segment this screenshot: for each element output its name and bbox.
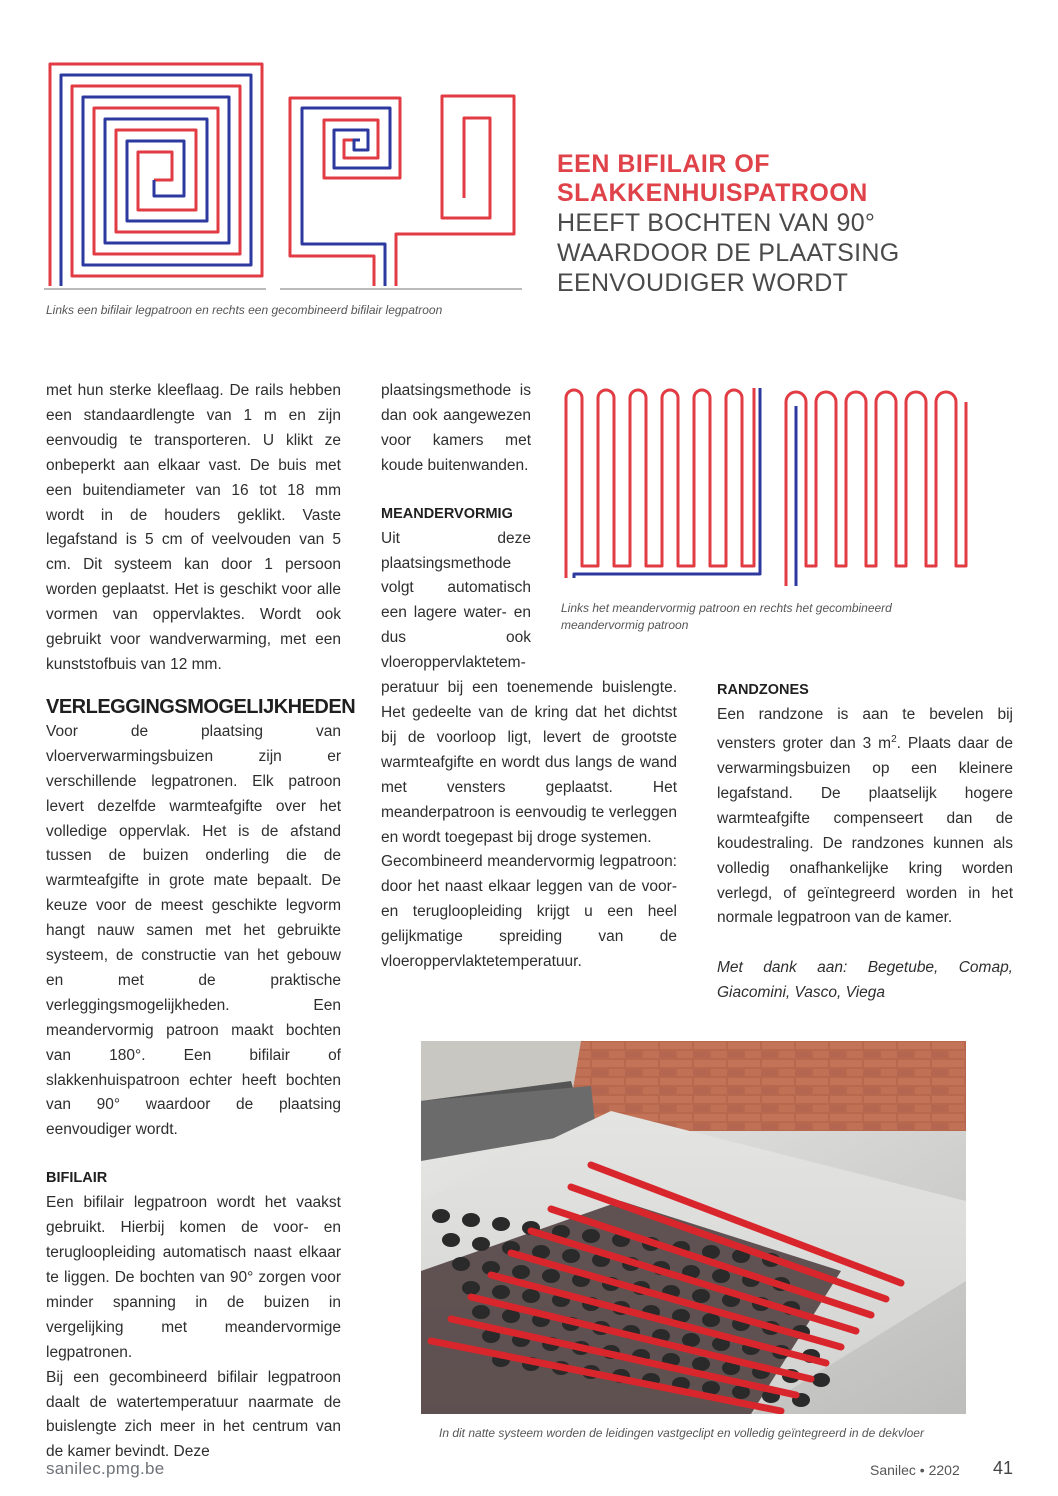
pipe-clip	[542, 1269, 560, 1283]
pull-quote-red-line-2: SLAKKENHUISPATROON	[557, 179, 868, 207]
pipe-clip	[692, 1289, 710, 1303]
column1-paragraph-1: Voor de plaatsing van vloerverwarmingsbuizen zijn er verschillende legpatronen. Elk patroon levert dezelfde warmteafgifte over het volledige oppervlak. Het is de afstand tussen de buizen onderling die de warmteafgifte in grote mate bepaalt. De keuze voor de meest geschikte legvorm hangt nauw samen met het gebruikte systeem, de constructie van het gebouw en met de praktische verleggingsmogelijkheden. Een meandervormig patroon maakt bochten van 180°. Een bifilair of slakkenhuispatroon echter heeft bochten van 90° waardoor de plaatsing eenvoudiger wordt.	[46, 722, 341, 1139]
pull-quote-gray-line-3: EENVOUDIGER WORDT	[557, 269, 849, 297]
pipe-clip	[472, 1305, 490, 1319]
column2-paragraph-1-rest: peratuur bij een toenemende buislengte. Het gedeelte van de kring dat het dichtst bij de voorloop ligt, levert de grootste warmteafgifte en wordt dus langs de wand met vensters geplaatst. Het meanderpatroon is eenvoudig te verleggen en wordt toegepast bij droge systemen.	[381, 679, 677, 846]
photo-illustration	[421, 1041, 966, 1414]
combined-meander-supply-pipe	[786, 392, 966, 586]
pipe-clip	[512, 1265, 530, 1279]
pull-quote-gray-line-2: WAARDOOR DE PLAATSING	[557, 239, 900, 267]
pipe-clip	[582, 1229, 600, 1243]
pipe-clip	[462, 1281, 480, 1295]
floor-heating-photo	[421, 1041, 966, 1414]
pipe-clip	[682, 1333, 700, 1347]
figure-meander	[560, 378, 985, 590]
column1-intro: met hun sterke kleeflaag. De rails hebben een standaardlengte van 1 m en zijn eenvoudig te transporteren. U klikt ze onbeperkt aan elkaar vast. De buis met een buitendiameter van 16 tot 18 mm wordt in de houders geklikt. Vaste legafstand is 5 cm of veelvouden van 5 cm. Dit systeem kan door 1 persoon worden geplaatst. Het is geschikt voor alle vormen van oppervlaktes. Wordt ook gebruikt voor wandverwarming, met een kunststofbuis van 12 mm.	[46, 382, 341, 673]
subheading-bifilair: BIFILAIR	[46, 1170, 108, 1187]
column-1	[46, 379, 356, 1465]
figure-bifilair	[44, 58, 524, 292]
pipe-clip	[562, 1249, 580, 1263]
pipe-clip	[712, 1269, 730, 1283]
pipe-clip	[462, 1213, 480, 1227]
column-3	[717, 677, 1013, 1006]
pipe-clip	[442, 1233, 460, 1247]
pipe-clip	[812, 1373, 830, 1387]
randzones-text-b: . Plaats daar de verwarmingsbuizen op een kleinere legafstand. De plaatselijk hogere warmteafgifte compenseert dan de koudestraling. De randzones kunnen als volledig onafhankelijke kring worden verlegd, of geïntegreerd worden in het normale legpatroon van de kamer.	[717, 735, 1013, 927]
column1-paragraph-3: Bij een gecombineerd bifilair legpatroon daalt de watertemperatuur naarmate de buislengte zich meer in het centrum van de kamer bevindt. Deze	[46, 1368, 341, 1461]
photo-caption: In dit natte systeem worden de leidingen vastgeclipt en volledig geïntegreerd in de dekvloer	[439, 1426, 924, 1440]
column3-paragraph-1	[717, 703, 1013, 931]
subheading-randzones: RANDZONES	[717, 682, 809, 698]
pipe-clip	[522, 1289, 540, 1303]
pull-quote-gray-line-1: HEEFT BOCHTEN VAN 90°	[557, 209, 876, 237]
acknowledgements: Met dank aan: Begetube, Comap, Giacomini, Vasco, Viega	[717, 959, 1013, 1002]
page-number: 41	[993, 1458, 1014, 1478]
combined-bifilair-outer-pipe	[396, 96, 514, 286]
pull-quote-red-line-1: EEN BIFILAIR OF	[557, 150, 771, 178]
figure2-caption: Links het meandervormig patroon en rechts het gecombineerd meandervormig patroon	[561, 601, 892, 632]
pipe-clip	[472, 1237, 490, 1251]
section-heading-verleggingsmogelijkheden: VERLEGGINGSMOGELIJKHEDEN	[46, 695, 356, 718]
column1-paragraph-2: Een bifilair legpatroon wordt het vaakst gebruikt. Hierbij komen de voor- en terugloopleiding automatisch naast elkaar te liggen. De bochten van 90° zorgen voor minder spanning in de buizen in vergelijking met meandervormige legpatronen.	[46, 1194, 341, 1361]
meander-return-pipe	[574, 388, 760, 578]
bifilair-diagram	[44, 58, 524, 292]
pipe-clip	[692, 1357, 710, 1371]
footer-issue: Sanilec • 2202	[870, 1462, 960, 1478]
pipe-clip	[492, 1285, 510, 1299]
subheading-meandervormig: MEANDERVORMIG	[381, 505, 513, 522]
pull-quote	[557, 150, 1017, 298]
squared-superscript: 2	[891, 733, 897, 745]
column2-intro: plaatsingsmethode is dan ook aangewezen voor kamers met koude buitenwanden.	[381, 382, 531, 474]
meander-supply-pipe	[566, 388, 754, 578]
column2-paragraph-2: Gecombineerd meandervormig legpatroon: door het naast elkaar leggen van de voor- en terugloopleiding krijgt u een heel gelijkmatige spreiding van de vloeroppervlaktetemperatuur.	[381, 853, 677, 971]
pipe-clip	[432, 1209, 450, 1223]
column2-paragraph-1-narrow: Uit deze plaatsingsmethode volgt automatisch een lagere water- en dus ook vloeroppervlaktetem-	[381, 529, 531, 672]
footer-website-link[interactable]: sanilec.pmg.be	[46, 1459, 165, 1478]
pipe-clip	[492, 1217, 510, 1231]
randzones-text-a: Een randzone is aan te bevelen bij vensters groter dan 3 m	[717, 706, 1013, 753]
pipe-clip	[452, 1257, 470, 1271]
meander-diagram	[560, 378, 985, 590]
figure1-caption: Links een bifilair legpatroon en rechts een gecombineerd bifilair legpatroon	[46, 303, 443, 317]
